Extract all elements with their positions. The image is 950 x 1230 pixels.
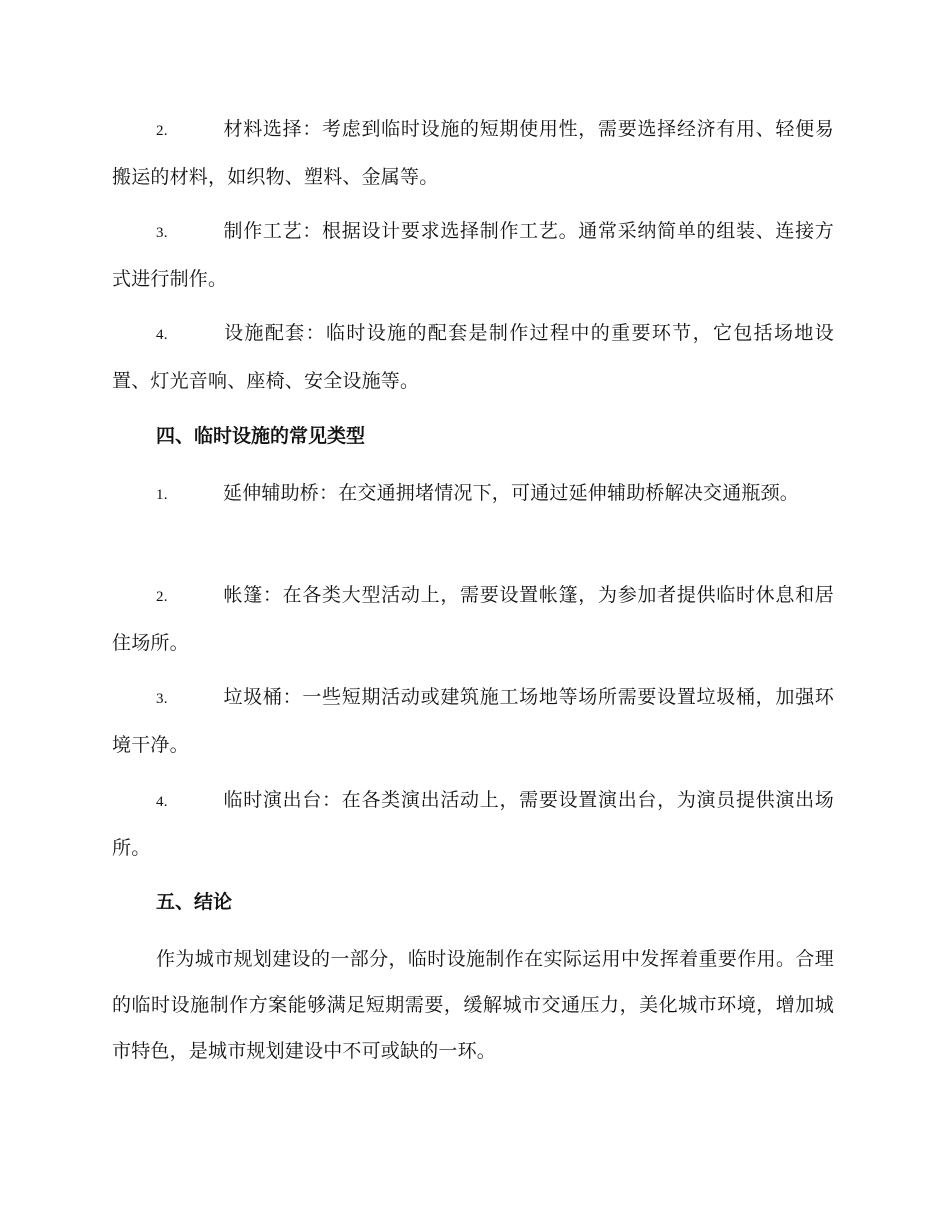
- section-heading-conclusion: 五、结论: [156, 891, 233, 913]
- list-number: 2.: [156, 123, 168, 139]
- list-item-materials: [112, 106, 834, 200]
- list-text: 垃圾桶：一些短期活动或建筑施工场地等场所需要设置垃圾桶，加强环境干净。: [112, 686, 834, 756]
- list-item-bridge: [112, 470, 834, 518]
- list-item-facilities: [112, 310, 834, 404]
- list-item-tent: [112, 572, 834, 666]
- list-number: 4.: [156, 794, 168, 810]
- list-item-stage: [112, 777, 834, 871]
- list-number: 1.: [156, 487, 168, 503]
- section-heading-types: 四、临时设施的常见类型: [156, 425, 366, 447]
- list-number: 3.: [156, 691, 168, 707]
- list-item-trash-bin: [112, 674, 834, 768]
- list-text: 临时演出台：在各类演出活动上，需要设置演出台，为演员提供演出场所。: [112, 789, 834, 859]
- list-number: 2.: [156, 589, 168, 605]
- list-text: 设施配套：临时设施的配套是制作过程中的重要环节，它包括场地设置、灯光音响、座椅、安全设施等。: [112, 322, 834, 392]
- list-number: 3.: [156, 225, 168, 241]
- list-item-craft: [112, 208, 834, 302]
- list-text: 帐篷：在各类大型活动上，需要设置帐篷，为参加者提供临时休息和居住场所。: [112, 584, 834, 654]
- list-text: 制作工艺：根据设计要求选择制作工艺。通常采纳简单的组装、连接方式进行制作。: [112, 220, 834, 290]
- conclusion-paragraph: 作为城市规划建设的一部分，临时设施制作在实际运用中发挥着重要作用。合理的临时设施制作方案能够满足短期需要，缓解城市交通压力，美化城市环境，增加城市特色，是城市规划建设中不可或缺的一环。: [112, 948, 834, 1062]
- list-number: 4.: [156, 327, 168, 343]
- list-text: 材料选择：考虑到临时设施的短期使用性，需要选择经济有用、轻便易搬运的材料，如织物、塑料、金属等。: [112, 118, 834, 188]
- list-text: 延伸辅助桥：在交通拥堵情况下，可通过延伸辅助桥解决交通瓶颈。: [223, 482, 800, 504]
